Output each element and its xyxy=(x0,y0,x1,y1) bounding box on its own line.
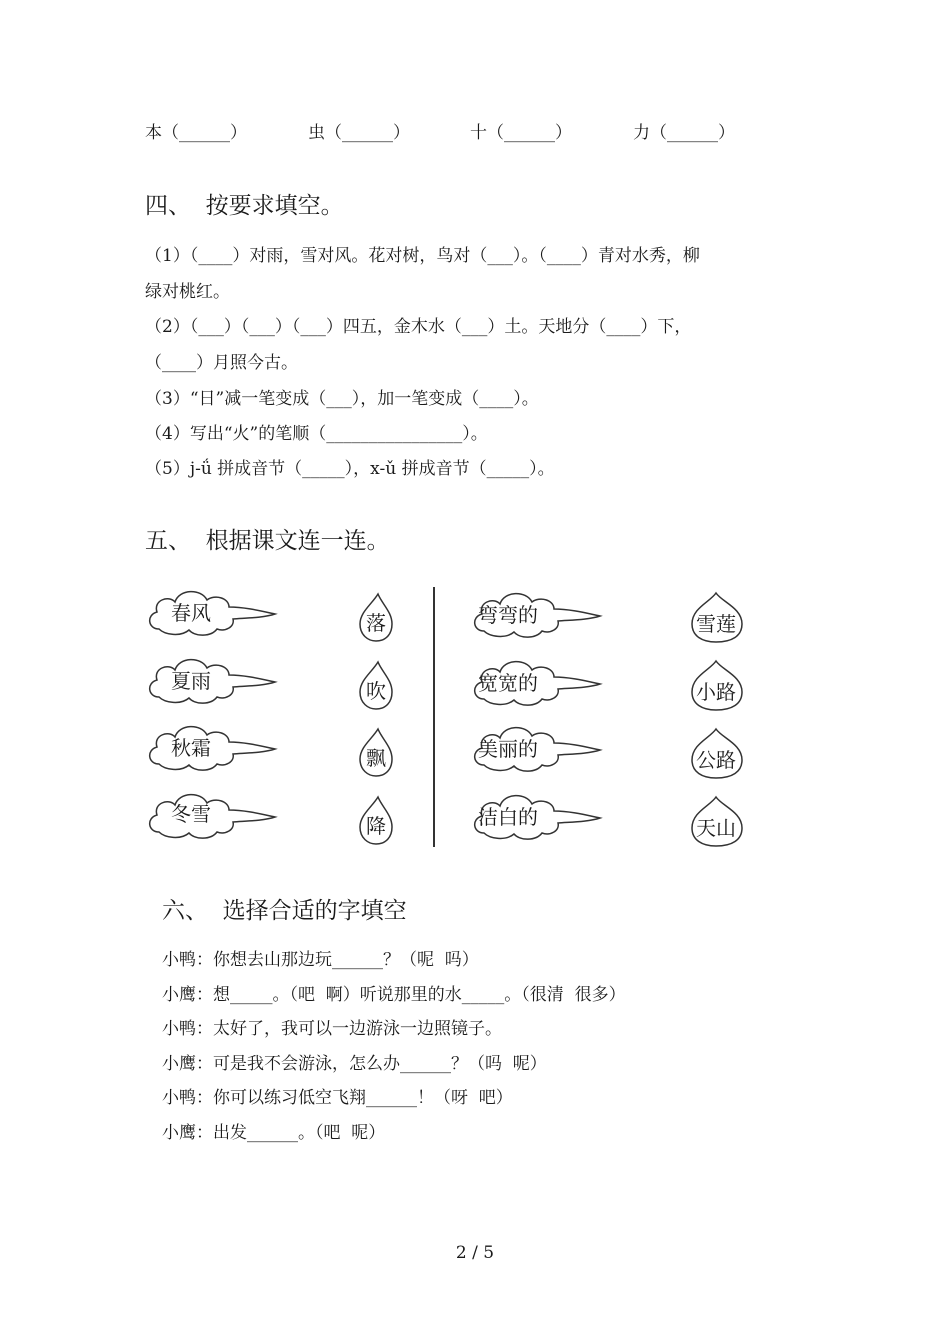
drop-label: 小路 xyxy=(696,680,736,704)
section5-title: 五、 根据课文连一连。 xyxy=(145,528,390,554)
top-item-3: 十（______） xyxy=(470,123,572,143)
cloud-shape xyxy=(145,585,280,641)
cloud-label: 宽宽的 xyxy=(478,671,538,695)
cloud-right-4 xyxy=(470,789,605,845)
cloud-right-2 xyxy=(470,655,605,711)
column-divider xyxy=(433,587,435,847)
drop-left-3 xyxy=(352,727,408,779)
section4-line-5: （3）“日”减一笔变成（___），加一笔变成（____）。 xyxy=(145,389,539,409)
drop-label: 吹 xyxy=(366,679,386,703)
section6-line-5: 小鸭：你可以练习低空飞翔______！（呀 吧） xyxy=(162,1088,513,1108)
section6-line-1: 小鸭：你想去山那边玩______？（呢 吗） xyxy=(162,950,479,970)
drop-right-1 xyxy=(686,590,748,646)
cloud-label: 美丽的 xyxy=(478,737,538,761)
cloud-label: 弯弯的 xyxy=(478,603,538,627)
cloud-left-4 xyxy=(145,788,280,844)
section4-line-6: （4）写出“火”的笔顺（________________）。 xyxy=(145,424,488,444)
drop-label: 降 xyxy=(366,814,386,838)
cloud-left-3 xyxy=(145,720,280,776)
section4-line-7: （5）j-ǘ 拼成音节（_____），x-ǔ 拼成音节（_____）。 xyxy=(145,459,555,479)
cloud-shape xyxy=(145,788,280,844)
drop-right-3 xyxy=(686,726,748,782)
top-item-4: 力（______） xyxy=(633,123,735,143)
drop-label: 落 xyxy=(366,611,386,635)
page-number: 2 / 5 xyxy=(455,1243,495,1263)
drop-label: 天山 xyxy=(696,816,736,840)
drop-label: 公路 xyxy=(696,748,736,772)
section6-line-6: 小鹰：出发______。（吧 呢） xyxy=(162,1123,386,1143)
drop-right-4 xyxy=(686,794,748,850)
section4-line-2: 绿对桃红。 xyxy=(145,282,230,302)
cloud-label: 夏雨 xyxy=(171,669,211,693)
cloud-shape xyxy=(145,653,280,709)
section6-title: 六、 选择合适的字填空 xyxy=(162,898,407,924)
cloud-left-1 xyxy=(145,585,280,641)
section4-title: 四、 按要求填空。 xyxy=(145,193,344,219)
drop-right-2 xyxy=(686,658,748,714)
cloud-label: 洁白的 xyxy=(478,805,538,829)
drop-left-2 xyxy=(352,660,408,712)
cloud-label: 秋霜 xyxy=(171,736,211,760)
cloud-label: 春风 xyxy=(171,601,211,625)
top-item-1: 本（______） xyxy=(145,123,247,143)
top-item-2: 虫（______） xyxy=(308,123,410,143)
cloud-right-3 xyxy=(470,721,605,777)
section4-line-1: （1）（____）对雨，雪对风。花对树，鸟对（___）。（____）青对水秀，柳 xyxy=(145,246,700,266)
cloud-left-2 xyxy=(145,653,280,709)
drop-left-1 xyxy=(352,592,408,644)
section6-line-4: 小鹰：可是我不会游泳，怎么办______？（吗 呢） xyxy=(162,1054,547,1074)
cloud-shape xyxy=(145,720,280,776)
drop-label: 飘 xyxy=(366,746,386,770)
section4-line-3: （2）（___）（___）（___）四五，金木水（___）土。天地分（____）下， xyxy=(145,317,692,337)
drop-left-4 xyxy=(352,795,408,847)
section4-line-4: （____）月照今古。 xyxy=(145,353,298,373)
drop-label: 雪莲 xyxy=(696,612,736,636)
section6-line-2: 小鹰：想_____。（吧 啊）听说那里的水_____。（很清 很多） xyxy=(162,985,626,1005)
cloud-label: 冬雪 xyxy=(171,802,211,826)
section6-line-3: 小鸭：太好了，我可以一边游泳一边照镜子。 xyxy=(162,1019,502,1039)
cloud-right-1 xyxy=(470,587,605,643)
